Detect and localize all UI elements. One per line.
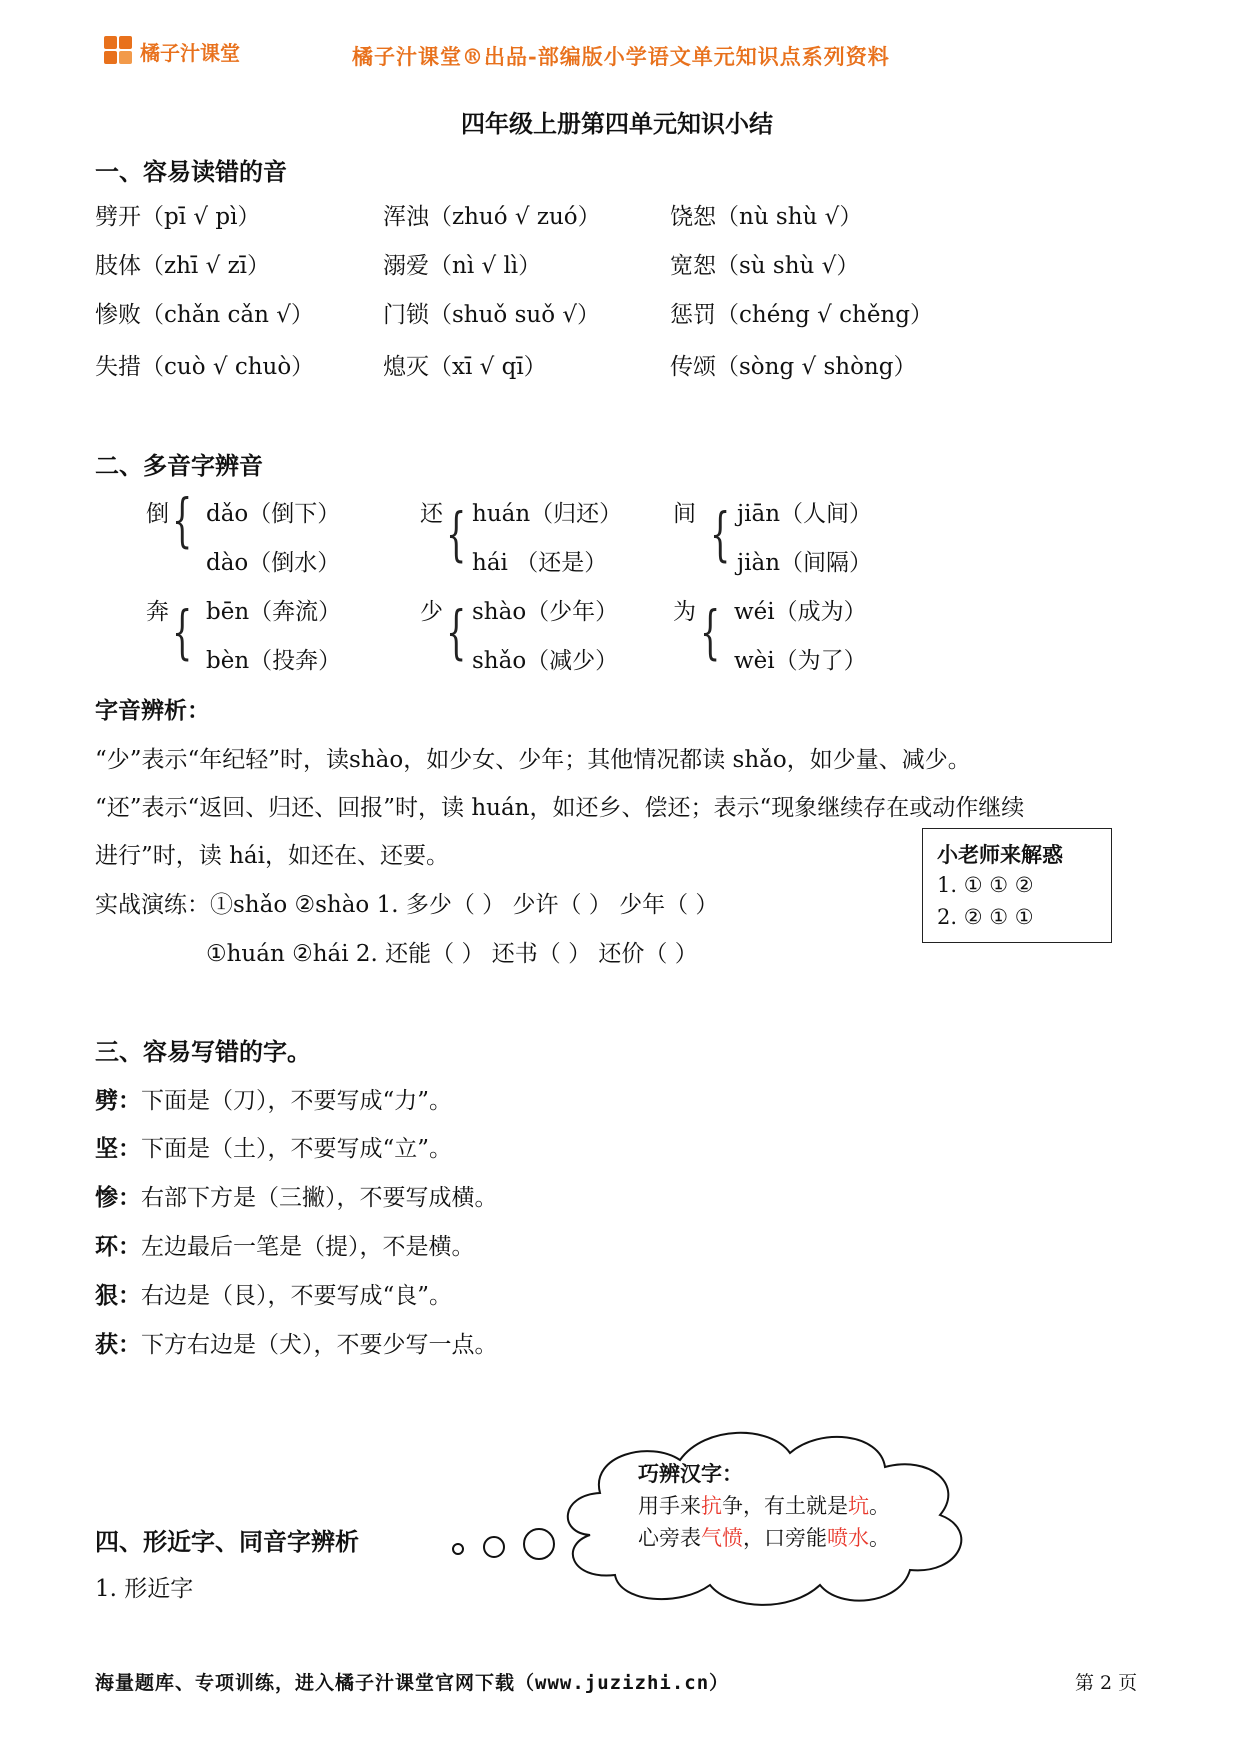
pron-item: 失措（cuò √ chuò） bbox=[95, 354, 315, 380]
cloud-title: 巧辨汉字： bbox=[638, 1461, 743, 1486]
pron-item: 劈开（pī √ pì） bbox=[95, 204, 261, 230]
tip-text: 左边最后一笔是（提），不是横。 bbox=[141, 1234, 475, 1260]
brace-icon: { bbox=[172, 486, 193, 554]
logo-text: 橘子汁课堂 bbox=[140, 40, 240, 65]
tip-char: 获： bbox=[95, 1331, 141, 1358]
pron-item: 饶恕（nù shù √） bbox=[670, 204, 863, 230]
pron-item: 惨败（chǎn cǎn √） bbox=[95, 302, 314, 328]
writing-tip bbox=[95, 1179, 498, 1212]
tip-char: 惨： bbox=[95, 1184, 141, 1211]
polyphone-reading: shǎo（减少） bbox=[472, 648, 619, 674]
answer-box bbox=[922, 828, 1112, 943]
brace-icon: { bbox=[172, 598, 193, 666]
polyphone-reading: bèn（投奔） bbox=[206, 648, 342, 674]
cloud-line: 心旁表气愤，口旁能喷水。 bbox=[638, 1526, 890, 1550]
tip-char: 坚： bbox=[95, 1135, 141, 1162]
practice-line: 实战演练：①shǎo ②shào 1. 多少（ ） 少许（ ） 少年（ ） bbox=[95, 892, 719, 918]
writing-tip bbox=[95, 1228, 475, 1261]
polyphone-char: 间 bbox=[673, 501, 696, 527]
analysis-heading: 字音辨析： bbox=[95, 697, 210, 724]
polyphone-char: 倒 bbox=[146, 501, 169, 527]
logo bbox=[104, 36, 240, 66]
polyphone-reading: dào（倒水） bbox=[206, 550, 341, 576]
tip-char: 狠： bbox=[95, 1282, 141, 1309]
pron-item: 传颂（sòng √ shòng） bbox=[670, 354, 917, 380]
brace-icon: { bbox=[446, 500, 467, 568]
analysis-line: “少”表示“年纪轻”时，读shào，如少女、少年；其他情况都读 shǎo，如少量、减少。 bbox=[95, 747, 971, 773]
polyphone-reading: wéi（成为） bbox=[734, 599, 867, 625]
polyphone-reading: dǎo（倒下） bbox=[206, 501, 341, 527]
polyphone-char: 为 bbox=[673, 599, 696, 625]
answer-box-title: 小老师来解惑 bbox=[937, 842, 1063, 867]
polyphone-reading: bēn（奔流） bbox=[206, 599, 342, 625]
practice-line: ①huán ②hái 2. 还能（ ） 还书（ ） 还价（ ） bbox=[206, 941, 698, 967]
header-title: 橘子汁课堂®出品-部编版小学语文单元知识点系列资料 bbox=[352, 44, 890, 69]
polyphone-char: 少 bbox=[420, 599, 443, 625]
tip-char: 环： bbox=[95, 1233, 141, 1260]
page-title: 四年级上册第四单元知识小结 bbox=[461, 109, 773, 138]
brace-icon: { bbox=[710, 500, 731, 568]
page-number: 第 2 页 bbox=[1075, 1672, 1138, 1694]
pron-item: 肢体（zhī √ zī） bbox=[95, 253, 271, 279]
tip-text: 下面是（刀），不要写成“力”。 bbox=[141, 1088, 453, 1114]
polyphone-reading: shào（少年） bbox=[472, 599, 619, 625]
section-heading-4: 四、形近字、同音字辨析 bbox=[95, 1527, 359, 1556]
section-heading-3: 三、容易写错的字。 bbox=[95, 1037, 311, 1066]
tip-text: 下方右边是（犬），不要少写一点。 bbox=[141, 1332, 498, 1358]
polyphone-reading: jiān（人间） bbox=[737, 501, 873, 527]
tip-text: 右边是（艮），不要写成“良”。 bbox=[141, 1283, 453, 1309]
pron-item: 门锁（shuǒ suǒ √） bbox=[383, 302, 601, 328]
answer-line: 2. ② ① ① bbox=[937, 905, 1034, 929]
pron-item: 溺爱（nì √ lì） bbox=[383, 253, 542, 279]
pron-item: 宽恕（sù shù √） bbox=[670, 253, 860, 279]
polyphone-reading: jiàn（间隔） bbox=[737, 550, 873, 576]
polyphone-reading: wèi（为了） bbox=[734, 648, 867, 674]
logo-icon bbox=[104, 36, 134, 66]
polyphone-reading: huán（归还） bbox=[472, 501, 623, 527]
writing-tip bbox=[95, 1130, 452, 1163]
cloud-line: 用手来抗争，有土就是坑。 bbox=[638, 1494, 890, 1518]
writing-tip bbox=[95, 1277, 452, 1310]
subheading: 1. 形近字 bbox=[95, 1576, 194, 1602]
pron-item: 熄灭（xī √ qī） bbox=[383, 354, 547, 380]
pron-item: 浑浊（zhuó √ zuó） bbox=[383, 204, 601, 230]
writing-tip bbox=[95, 1082, 452, 1115]
analysis-line: 进行”时，读 hái，如还在、还要。 bbox=[95, 843, 449, 869]
writing-tip bbox=[95, 1326, 498, 1359]
polyphone-char: 还 bbox=[420, 501, 443, 527]
pron-item: 惩罚（chéng √ chěng） bbox=[670, 302, 933, 328]
tip-text: 右部下方是（三撇），不要写成横。 bbox=[141, 1185, 498, 1211]
tip-char: 劈： bbox=[95, 1087, 141, 1114]
brace-icon: { bbox=[446, 598, 467, 666]
polyphone-char: 奔 bbox=[146, 599, 169, 625]
tip-text: 下面是（土），不要写成“立”。 bbox=[141, 1136, 453, 1162]
footer-text: 海量题库、专项训练，进入橘子汁课堂官网下载（www.juzizhi.cn） bbox=[95, 1672, 730, 1694]
section-heading-2: 二、多音字辨音 bbox=[95, 451, 263, 480]
answer-line: 1. ① ① ② bbox=[937, 873, 1034, 897]
analysis-line: “还”表示“返回、归还、回报”时，读 huán，如还乡、偿还；表示“现象继续存在或动作继续 bbox=[95, 795, 1025, 821]
polyphone-reading: hái （还是） bbox=[472, 550, 608, 576]
section-heading-1: 一、容易读错的音 bbox=[95, 157, 287, 186]
brace-icon: { bbox=[700, 598, 721, 666]
